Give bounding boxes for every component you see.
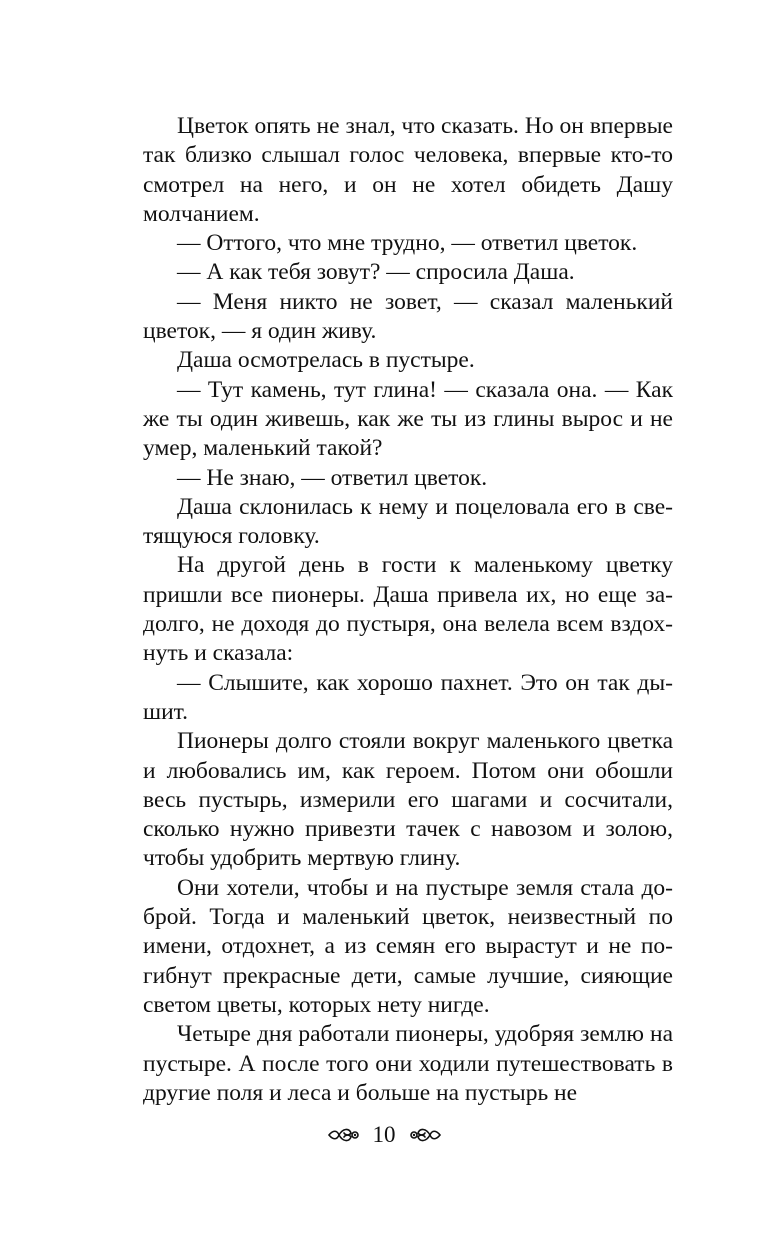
paragraph: — Слышите, как хорошо пахнет. Это он так дышит. (143, 669, 673, 725)
paragraph: — Не знаю, — ответил цветок. (177, 464, 488, 491)
paragraph: Цветок опять не знал, что сказать. Но он впервые так близко слышал голос человека, впервые кто-то смотрел на него, и он не хотел обидеть Дашу молчанием. (143, 113, 673, 227)
fleuron-right-icon (408, 1126, 442, 1144)
paragraph: — А как тебя зовут? — спросила Даша. (177, 259, 575, 286)
page-number: 10 (372, 1122, 396, 1147)
fleuron-left-icon (327, 1126, 361, 1144)
paragraph: Даша осмотрелась в пустыре. (177, 347, 475, 374)
paragraph: На другой день в гости к маленькому цветку пришли все пионеры. Даша привела их, но еще задолго, не доходя до пустыря, она велела всем вздохнуть и сказала: (143, 552, 673, 667)
paragraph: — Меня никто не зовет, — сказал маленький цветок, — я один живу. (143, 288, 673, 345)
paragraph: Даша склонилась к нему и поцеловала его в светящуюся головку. (143, 493, 673, 550)
paragraph: — Тут камень, тут глина! — сказала она. — Как же ты один живешь, как же ты из глины вырос и не умер, маленький такой? (143, 376, 673, 462)
page-footer (0, 1120, 768, 1150)
paragraph: Они хотели, чтобы и на пустыре земля стала доброй. Тогда и маленький цветок, неизвестный по имени, отдохнет, а из семян его вырастут и не погибнут прекрасные дети, самые лучшие, сияющие светом цветы, которых нету нигде. (143, 874, 673, 1018)
body-text (143, 112, 673, 1108)
paragraph: Четыре дня работали пионеры, удобряя землю на пустыре. А после того они ходили путешествовать в другие поля и леса и больше на пустырь не (143, 1021, 673, 1106)
paragraph: — Оттого, что мне трудно, — ответил цветок. (177, 230, 638, 257)
paragraph: Пионеры долго стояли вокруг маленького цветка и любовались им, как героем. Потом они обошли весь пустырь, измерили его шагами и сосчитали, сколько нужно привезти тачек с навозом и золою, чтобы удобрить мертвую глину. (143, 728, 673, 872)
